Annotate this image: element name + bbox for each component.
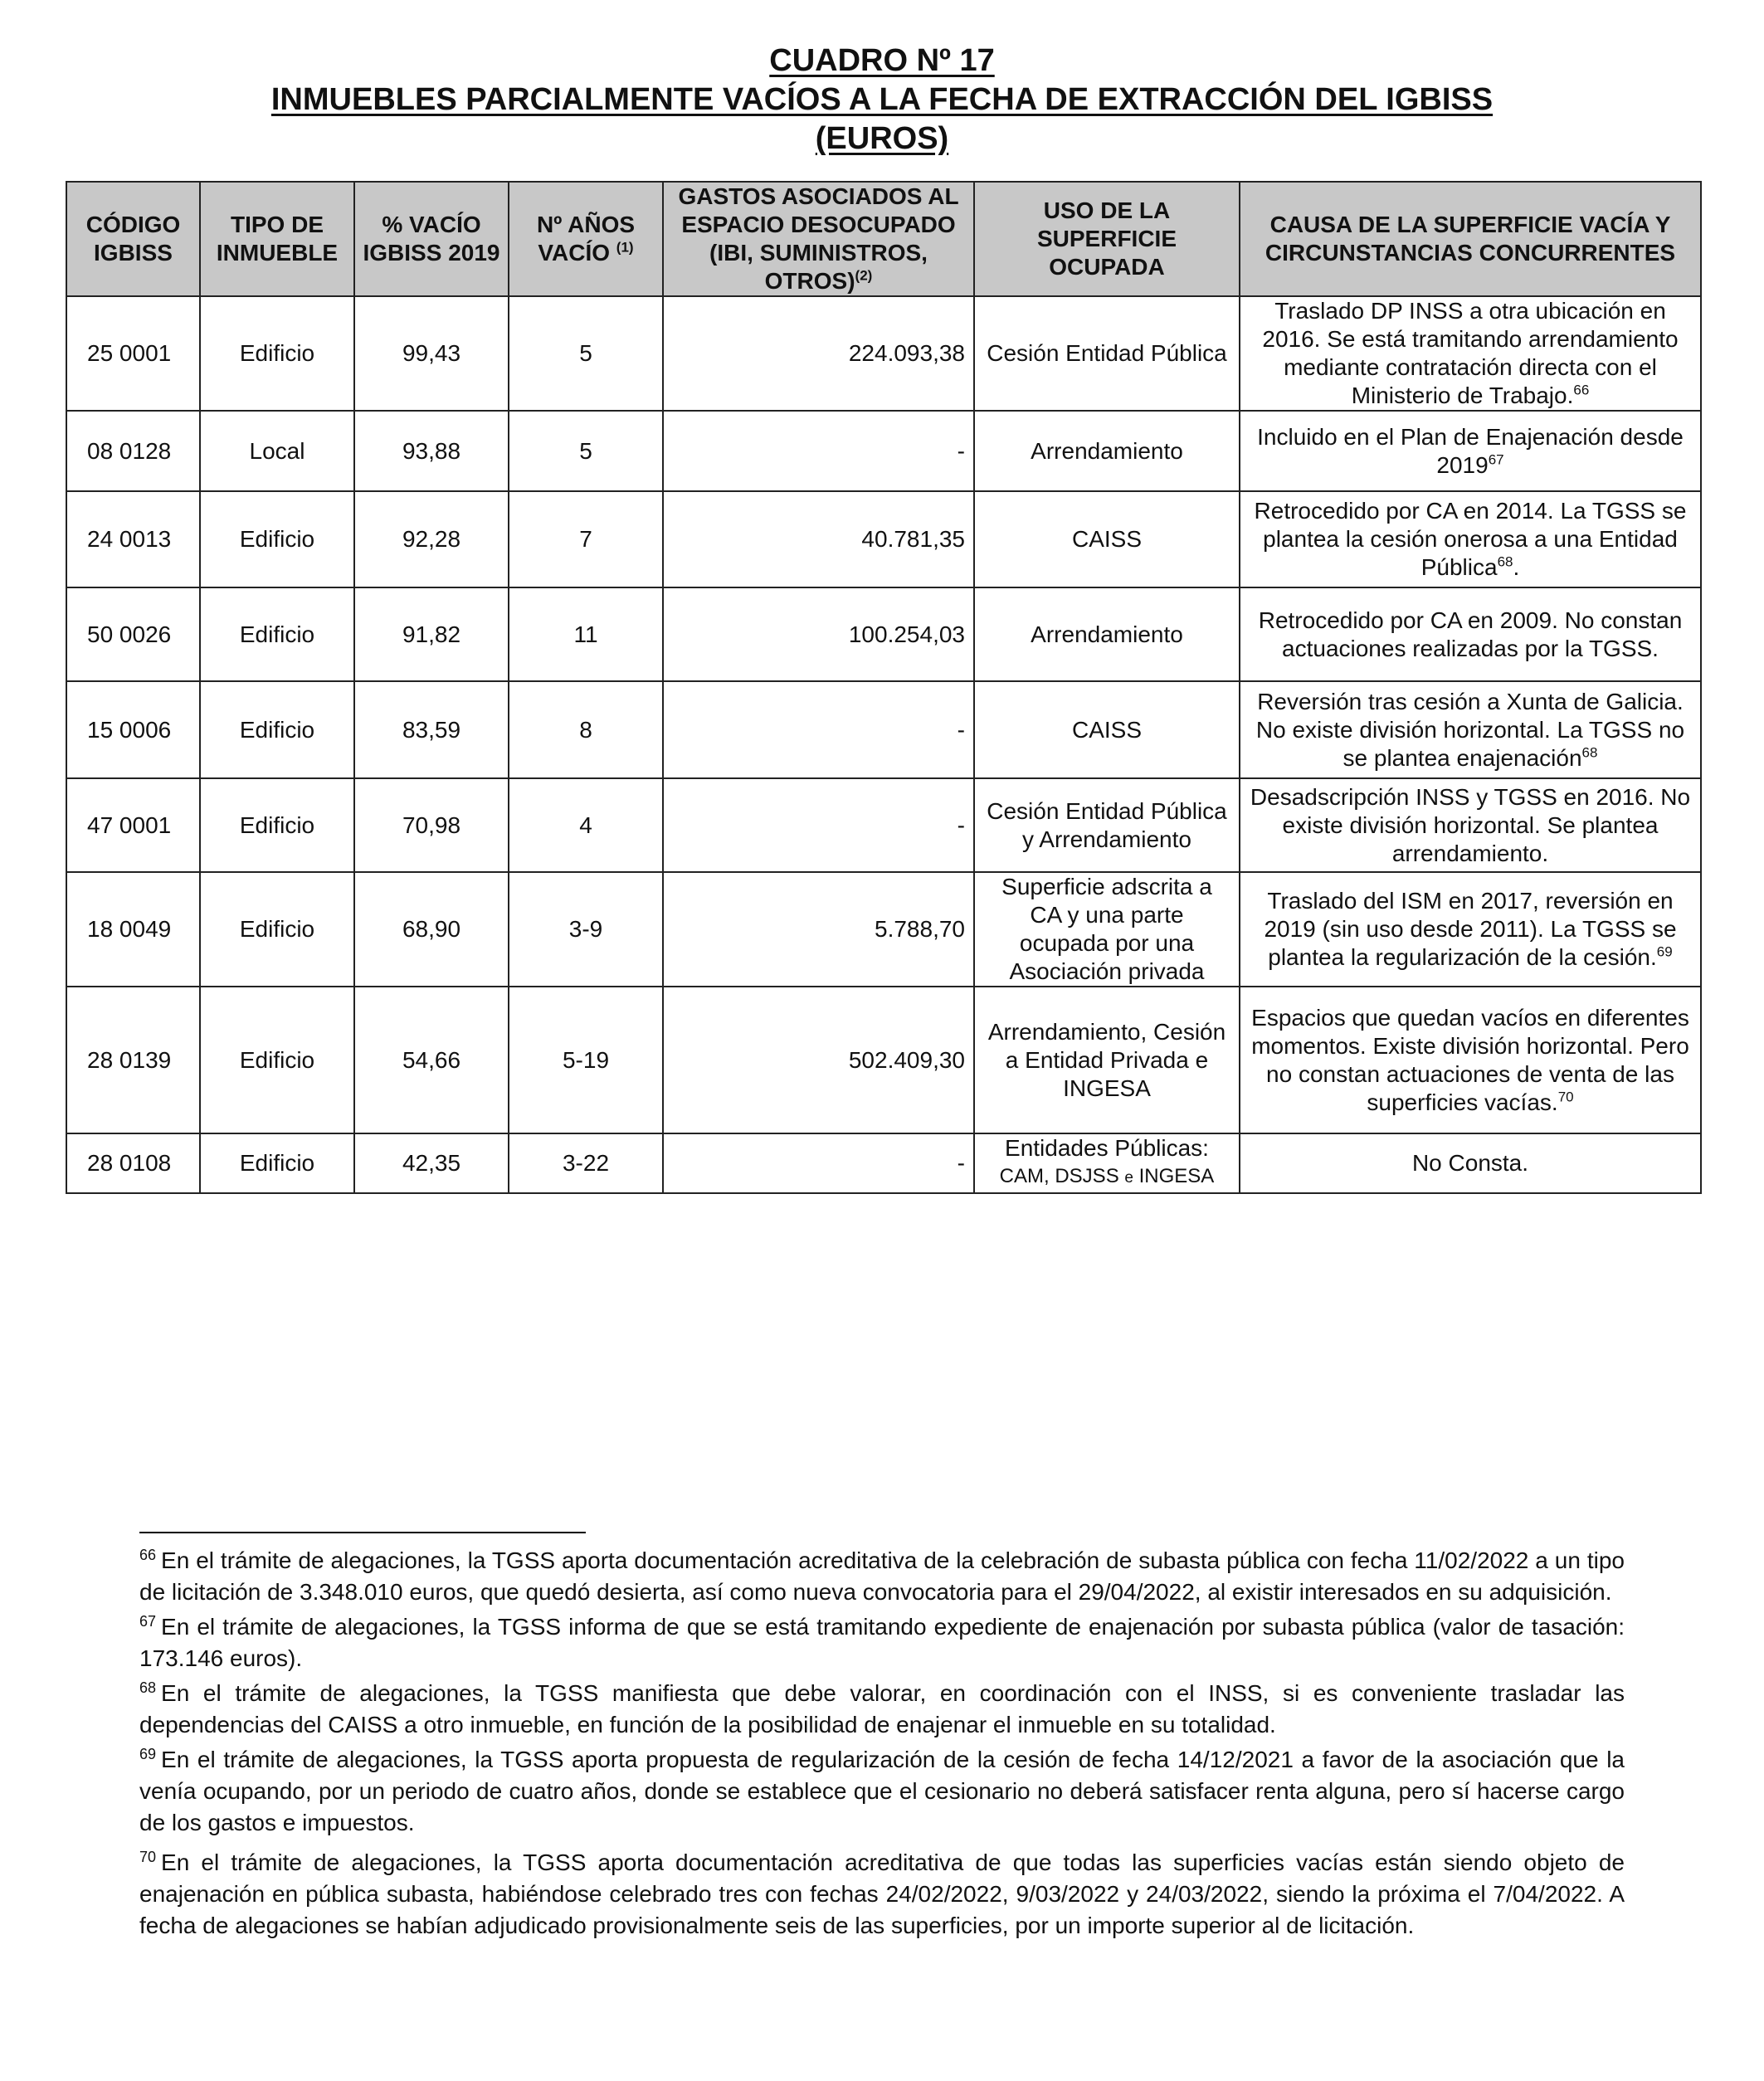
cell-gastos: 5.788,70 xyxy=(663,872,974,987)
causa-text: Incluido en el Plan de Enajenación desde 2019 xyxy=(1257,423,1684,478)
table-row xyxy=(66,778,1701,872)
header-tipo: TIPO DE INMUEBLE xyxy=(200,182,354,296)
cell-tipo: Edificio xyxy=(200,1133,354,1193)
cell-codigo: 28 0139 xyxy=(66,987,200,1133)
title-line-1: CUADRO Nº 17 xyxy=(769,43,995,78)
cell-causa xyxy=(1240,681,1701,778)
footnote-text: En el trámite de alegaciones, la TGSS informa de que se está tramitando expediente de enajenación por subasta pública (valor de tasación: 173.146 euros). xyxy=(139,1614,1625,1671)
footnote-ref: 68 xyxy=(1581,744,1598,761)
table-row xyxy=(66,296,1701,411)
header-codigo: CÓDIGO IGBISS xyxy=(66,182,200,296)
footnote-number: 66 xyxy=(139,1546,157,1563)
cell-tipo: Edificio xyxy=(200,987,354,1133)
cell-tipo: Edificio xyxy=(200,872,354,987)
footnote xyxy=(139,1545,1625,1608)
cell-pct: 70,98 xyxy=(354,778,509,872)
cell-causa xyxy=(1240,411,1701,491)
footnote-ref: 68 xyxy=(1497,553,1513,570)
cell-pct: 91,82 xyxy=(354,587,509,681)
title-line-3: (EUROS) xyxy=(815,121,949,156)
header-anos-vacio xyxy=(509,182,663,296)
cell-uso: Cesión Entidad Pública xyxy=(974,296,1240,411)
footnote-ref: 67 xyxy=(1488,451,1504,468)
cell-codigo: 15 0006 xyxy=(66,681,200,778)
causa-text: No Consta. xyxy=(1411,1150,1529,1176)
cell-pct: 83,59 xyxy=(354,681,509,778)
cell-tipo: Edificio xyxy=(200,296,354,411)
cell-gastos: 40.781,35 xyxy=(663,491,974,587)
cell-causa xyxy=(1240,872,1701,987)
footnote-text: En el trámite de alegaciones, la TGSS aporta documentación acreditativa de que todas las superficies vacías están siendo objeto de enajenación en pública subasta, habiéndose celebrado tres con fechas 24/02/2022, 9/03/2022 y 24/03/2022, siendo la próxima el 7/04/2022. A fecha de alegaciones se habían adjudicado provisionalmente seis de las superficies, por un importe superior al de licitación. xyxy=(139,1850,1625,1938)
footnote-number: 68 xyxy=(139,1679,157,1696)
cell-anos: 4 xyxy=(509,778,663,872)
cell-codigo: 08 0128 xyxy=(66,411,200,491)
footnote-ref: 66 xyxy=(1573,382,1590,398)
page-title xyxy=(0,41,1764,158)
cell-codigo: 50 0026 xyxy=(66,587,200,681)
footnote xyxy=(139,1744,1625,1839)
cell-pct: 54,66 xyxy=(354,987,509,1133)
footnote-number: 70 xyxy=(139,1848,157,1865)
cell-anos: 7 xyxy=(509,491,663,587)
cell-uso: Arrendamiento, Cesión a Entidad Privada e INGESA xyxy=(974,987,1240,1133)
properties-table xyxy=(66,181,1702,1194)
cell-anos: 5 xyxy=(509,296,663,411)
cell-anos: 5-19 xyxy=(509,987,663,1133)
cell-tipo: Edificio xyxy=(200,778,354,872)
cell-tipo: Local xyxy=(200,411,354,491)
cell-pct: 68,90 xyxy=(354,872,509,987)
table-row xyxy=(66,587,1701,681)
cell-anos: 3-9 xyxy=(509,872,663,987)
cell-tipo: Edificio xyxy=(200,681,354,778)
footnote xyxy=(139,1678,1625,1741)
uso-line-1: Entidades Públicas: xyxy=(1005,1135,1209,1161)
header-causa: CAUSA DE LA SUPERFICIE VACÍA Y CIRCUNSTANCIAS CONCURRENTES xyxy=(1240,182,1701,296)
cell-tipo: Edificio xyxy=(200,587,354,681)
table-row xyxy=(66,987,1701,1133)
header-gastos-note: (2) xyxy=(855,267,873,284)
header-pct-vacio: % VACÍO IGBISS 2019 xyxy=(354,182,509,296)
cell-codigo: 25 0001 xyxy=(66,296,200,411)
cell-pct: 42,35 xyxy=(354,1133,509,1193)
cell-gastos: - xyxy=(663,411,974,491)
cell-anos: 5 xyxy=(509,411,663,491)
table-row xyxy=(66,491,1701,587)
header-anos-note: (1) xyxy=(616,239,634,256)
cell-causa xyxy=(1240,1133,1701,1193)
cell-causa xyxy=(1240,987,1701,1133)
cell-causa xyxy=(1240,778,1701,872)
causa-text: Retrocedido por CA en 2009. No constan actuaciones realizadas por la TGSS. xyxy=(1258,607,1683,661)
causa-text: Traslado del ISM en 2017, reversión en 2019 (sin uso desde 2011). La TGSS se plantea la regularización de la cesión. xyxy=(1264,888,1677,970)
header-uso: USO DE LA SUPERFICIE OCUPADA xyxy=(974,182,1240,296)
cell-gastos: - xyxy=(663,681,974,778)
cell-pct: 92,28 xyxy=(354,491,509,587)
footnote-separator xyxy=(139,1532,586,1533)
footnote-ref: 70 xyxy=(1557,1089,1574,1105)
cell-anos: 11 xyxy=(509,587,663,681)
cell-gastos: 224.093,38 xyxy=(663,296,974,411)
footnotes xyxy=(139,1545,1625,1945)
cell-gastos: - xyxy=(663,1133,974,1193)
cell-codigo: 47 0001 xyxy=(66,778,200,872)
cell-codigo: 18 0049 xyxy=(66,872,200,987)
footnote-number: 67 xyxy=(139,1612,157,1630)
title-line-2: INMUEBLES PARCIALMENTE VACÍOS A LA FECHA DE EXTRACCIÓN DEL IGBISS xyxy=(270,82,1494,117)
footnote-number: 69 xyxy=(139,1745,157,1762)
cell-causa xyxy=(1240,296,1701,411)
cell-codigo: 28 0108 xyxy=(66,1133,200,1193)
uso-line-2b: e xyxy=(1124,1169,1133,1187)
cell-pct: 99,43 xyxy=(354,296,509,411)
footnote xyxy=(139,1847,1625,1942)
causa-text: Retrocedido por CA en 2014. La TGSS se plantea la cesión onerosa a una Entidad Pública xyxy=(1254,498,1687,580)
causa-text: Traslado DP INSS a otra ubicación en 2016. Se está tramitando arrendamiento mediante contratación directa con el Ministerio de Trabajo. xyxy=(1262,298,1679,408)
uso-line-2a: CAM, DSJSS xyxy=(999,1165,1119,1187)
causa-text: Desadscripción INSS y TGSS en 2016. No existe división horizontal. Se plantea arrendamiento. xyxy=(1250,783,1691,866)
footnote xyxy=(139,1611,1625,1674)
uso-line-2c: INGESA xyxy=(1138,1165,1215,1187)
uso-line-2 xyxy=(977,1162,1237,1192)
cell-uso xyxy=(974,1133,1240,1193)
causa-text: Reversión tras cesión a Xunta de Galicia. No existe división horizontal. La TGSS no se plantea enajenación xyxy=(1255,688,1685,771)
cell-gastos: 502.409,30 xyxy=(663,987,974,1133)
cell-uso: Arrendamiento xyxy=(974,411,1240,491)
cell-causa xyxy=(1240,491,1701,587)
header-gastos xyxy=(663,182,974,296)
table-header-row xyxy=(66,182,1701,296)
footnote-text: En el trámite de alegaciones, la TGSS aporta propuesta de regularización de la cesión de fecha 14/12/2021 a favor de la asociación que la venía ocupando, por un periodo de cuatro años, donde se establece que el cesionario no deberá satisfacer renta alguna, pero sí hacerse cargo de los gastos e impuestos. xyxy=(139,1747,1625,1835)
footnote-text: En el trámite de alegaciones, la TGSS manifiesta que debe valorar, en coordinación con el INSS, si es conveniente trasladar las dependencias del CAISS a otro inmueble, en función de la posibilidad de enajenar el inmueble en su totalidad. xyxy=(139,1680,1625,1737)
cell-pct: 93,88 xyxy=(354,411,509,491)
cell-anos: 8 xyxy=(509,681,663,778)
causa-text: Espacios que quedan vacíos en diferentes momentos. Existe división horizontal. Pero no constan actuaciones de venta de las superficies vacías. xyxy=(1251,1004,1689,1115)
header-gastos-label: GASTOS ASOCIADOS AL ESPACIO DESOCUPADO (IBI, SUMINISTROS, OTROS) xyxy=(678,183,959,294)
cell-gastos: 100.254,03 xyxy=(663,587,974,681)
causa-tail: . xyxy=(1513,554,1520,580)
header-anos-label: Nº AÑOS VACÍO xyxy=(536,212,636,266)
cell-anos: 3-22 xyxy=(509,1133,663,1193)
cell-uso: Superficie adscrita a CA y una parte ocupada por una Asociación privada xyxy=(974,872,1240,987)
table-row xyxy=(66,411,1701,491)
cell-uso: CAISS xyxy=(974,491,1240,587)
cell-uso: Arrendamiento xyxy=(974,587,1240,681)
cell-causa xyxy=(1240,587,1701,681)
cell-tipo: Edificio xyxy=(200,491,354,587)
footnote-text: En el trámite de alegaciones, la TGSS aporta documentación acreditativa de la celebración de subasta pública con fecha 11/02/2022 a un tipo de licitación de 3.348.010 euros, que quedó desierta, así como nueva convocatoria para el 29/04/2022, al existir interesados en su adquisición. xyxy=(139,1547,1625,1605)
cell-codigo: 24 0013 xyxy=(66,491,200,587)
cell-uso: CAISS xyxy=(974,681,1240,778)
table-row xyxy=(66,681,1701,778)
footnote-ref: 69 xyxy=(1656,943,1673,960)
table-row xyxy=(66,1133,1701,1193)
cell-gastos: - xyxy=(663,778,974,872)
cell-uso: Cesión Entidad Pública y Arrendamiento xyxy=(974,778,1240,872)
table-row xyxy=(66,872,1701,987)
